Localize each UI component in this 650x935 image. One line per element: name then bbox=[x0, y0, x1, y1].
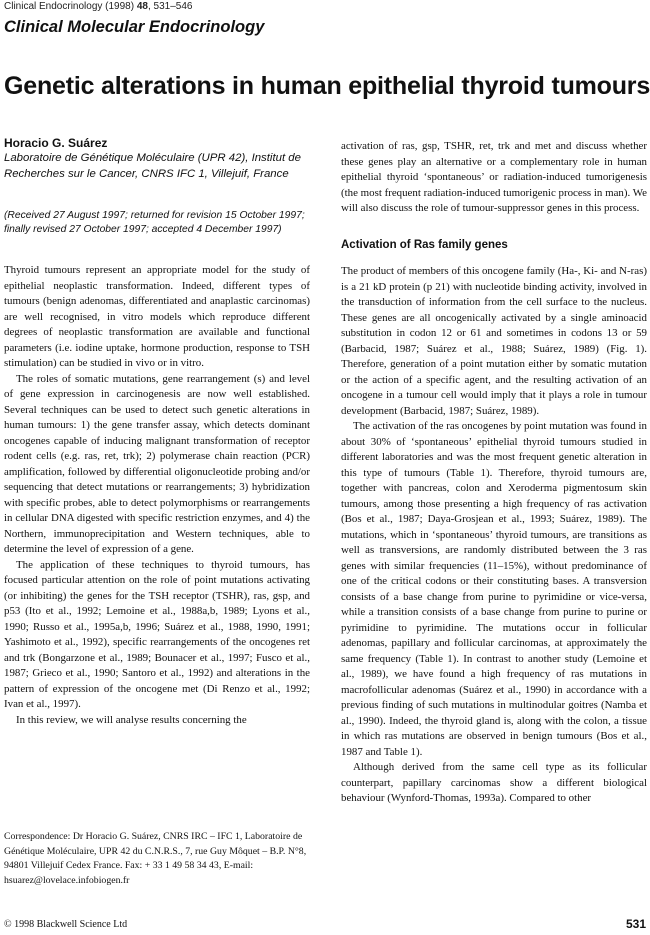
journal-section-title: Clinical Molecular Endocrinology bbox=[4, 18, 265, 36]
paragraph: The application of these techniques to thyroid tumours, has focused particular attention on the role of point mutations activating (or inhibiting) the genes for the TSH receptor (TSHR), ras, gsp, and p53 (Ito et al., 1992; Lemoine et al., 1988a,b, 1989; Lyons et al., 1990; Russo et al., 1995a,b, 1996; Suárez et al., 1988, 1990, 1991; Yashimoto et al., 1992), specific rearrangements of the oncogenes ret and trk (Bongarzone et al., 1989; Bounacer et al., 1997; Fusco et al., 1987; Grieco et al., 1990; Santoro et al., 1992) and alterations in the pattern of expression of the oncogene met (Di Renzo et al., 1992; Ivan et al., 1997). bbox=[4, 558, 310, 710]
paragraph: The roles of somatic mutations, gene rearrangement (s) and level of gene expression in carcinogenesis are now well established. Several techniques can be used to detect such genetic alterations in human tumours: 1) the gene transfer assay, which detects dominant oncogenes capable of inducing malignant transformation of receptor rodent cells (e.g. ras, ret, trk); 2) polymerase chain reaction (PCR) amplification, followed by differential oligonucleotide probing and/or sequencing that detect mutations or rearrangements; 3) hybridization with specific probes, able to detect polymorphisms or rearrangements in cellular DNA digested with specific restriction enzymes, and 4) the Northern, immunoprecipitation and Western techniques, able to determine the level of expression of a gene. bbox=[4, 372, 310, 555]
author-name: Horacio G. Suárez bbox=[4, 136, 108, 150]
section-heading: Activation of Ras family genes bbox=[341, 238, 508, 251]
received-dates: (Received 27 August 1997; returned for revision 15 October 1997; finally revised 27 October 1997; accepted 4 December 1997) bbox=[4, 210, 305, 235]
correspondence-footnote: Correspondence: Dr Horacio G. Suárez, CNRS IRC – IFC 1, Laboratoire de Génétique Moléculaire, UPR 42 du C.N.R.S., 7, rue Guy Môquet – B.P. N°8, 94801 Villejuif Cedex France. Fax: + 33 1 49 58 34 43, E-mail: hsuarez@lovelace.infobiogen.fr bbox=[4, 831, 307, 886]
paragraph: The product of members of this oncogene family (Ha-, Ki- and N-ras) is a 21 kD protein (p 21) with nucleotide binding activity, involved in the transduction of information from the cell surface to the nucleus. These genes are all oncogenically activated by a single aminoacid substitution in codon 12 or 61 and sometimes in codons 13 or 59 (Barbacid, 1987; Suárez et al., 1988; Suárez, 1989) (Fig. 1). Therefore, generation of a point mutation either by somatic mutation or the action of a specific agent, and the resulting activation of an oncogene in a tumour cell would imply that it plays a role in tumour development (Barbacid, 1987; Suárez, 1989). bbox=[341, 265, 647, 417]
article-title: Genetic alterations in human epithelial thyroid tumours bbox=[4, 72, 650, 100]
paragraph: The activation of the ras oncogenes by point mutation was found in about 30% of ‘spontaneous’ epithelial thyroid tumours studied in different laboratories and was the most frequent genetic alteration in this type of tumours (Table 1). Therefore, thyroid tumours are, together with pancreas, colon and Xeroderma pigmentosum skin tumours, among those presenting a high frequency of ras activation (Bos et al., 1987; Daya-Grosjean et al., 1993; Suárez, 1989). The mutations, which in ‘spontaneous’ thyroid tumours, are transitions as well as transversions, are randomly distributed between the 3 ras genes with similar frequencies (11–15%), without predominance of one of the critical codons or their constituting bases. A transversion consists of a base change from purine to pyrimidine or vice-versa, while a transition consists of a base change from purine to purine or pyrimidine to pyrimidine. The mutations occur in follicular adenomas, papillary and follicular carcinomas, at approximately the same frequency (Table 1). In contrast to another study (Lemoine et al., 1989), we have found a high frequency of ras mutations in macrofollicular adenomas (Suárez et al., 1990) in accordance with a previous finding of such mutations in multinodular goitres (Namba et al., 1990). Indeed, the thyroid gland is, along with the colon, a tissue in which ras mutations are observed in benign tumours (Bos et al., 1987 and Table 1). bbox=[341, 420, 647, 758]
copyright-notice: © 1998 Blackwell Science Ltd bbox=[4, 919, 128, 930]
volume-number: 48 bbox=[136, 1, 148, 12]
paragraph: activation of ras, gsp, TSHR, ret, trk and met and discuss whether these genes play an alternative or a complementary role in human epithelial thyroid ‘spontaneous’ or radiation-induced tumorigenesis (the most frequent radiation-induced tumorigenic process in man). We will also discuss the role of tumour-suppressor genes in this process. bbox=[341, 140, 647, 214]
running-head bbox=[4, 1, 192, 12]
paragraph: Thyroid tumours represent an appropriate model for the study of epithelial neoplastic transformation. Indeed, different types of tumours (benign adenomas, differentiated and anaplastic carcinomas) are well recognised, in vitro models which reproduce different degrees of neoplastic transformation are available and functional parameters (i.e. iodine uptake, hormone production, response to TSH stimulation) can be studied in vivo or in vitro. bbox=[4, 264, 310, 369]
page-range: , 531–546 bbox=[147, 1, 193, 12]
right-column bbox=[341, 139, 647, 807]
author-affiliation: Laboratoire de Génétique Moléculaire (UPR 42), Institut de Recherches sur le Cancer, CNRS IFC 1, Villejuif, France bbox=[4, 152, 301, 180]
paragraph: In this review, we will analyse results concerning the bbox=[16, 713, 247, 726]
page-number: 531 bbox=[625, 917, 646, 931]
left-column bbox=[4, 263, 310, 728]
paragraph: Although derived from the same cell type as its follicular counterpart, papillary carcinomas show a different biological behaviour (Wynford-Thomas, 1993a). Compared to other bbox=[341, 761, 647, 804]
running-head-journal: Clinical Endocrinology (1998) bbox=[4, 1, 137, 12]
